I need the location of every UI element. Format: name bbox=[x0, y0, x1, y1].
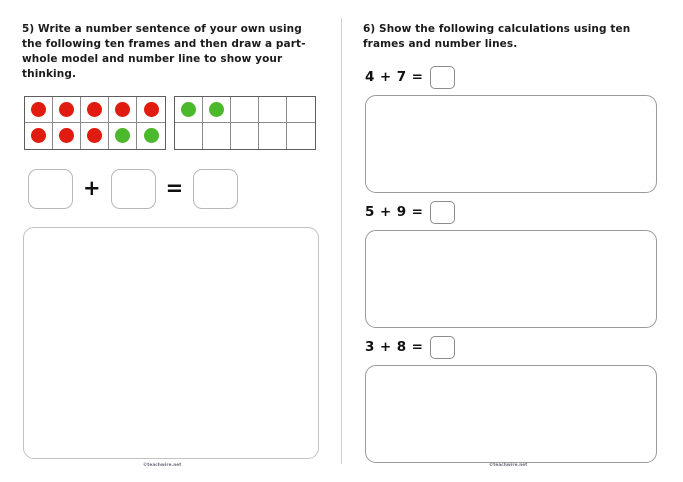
number-sentence-row bbox=[28, 169, 323, 209]
ten-frame-cell bbox=[53, 123, 81, 149]
plus-sign: + bbox=[83, 176, 101, 201]
calculation-expression-3: 3 + 8 = bbox=[365, 339, 424, 356]
calculation-answer-input-3[interactable] bbox=[430, 336, 455, 359]
question-6-prompt: 6) Show the following calculations using ten frames and number lines. bbox=[363, 23, 631, 50]
ten-frame-cell bbox=[287, 97, 315, 123]
counter-dot-green bbox=[209, 102, 224, 117]
ten-frame-cell bbox=[287, 123, 315, 149]
calculation-answer-input-2[interactable] bbox=[430, 201, 455, 224]
ten-frame-cell bbox=[109, 97, 137, 123]
watermark-right: ©teachwire.net bbox=[489, 462, 528, 467]
ten-frame-2 bbox=[174, 96, 316, 150]
ten-frame-cell bbox=[231, 97, 259, 123]
calculation-group-3 bbox=[363, 336, 661, 463]
counter-dot-red bbox=[144, 102, 159, 117]
question-5-work-area[interactable] bbox=[23, 227, 319, 459]
ten-frame-cell bbox=[109, 123, 137, 149]
ten-frame-1 bbox=[24, 96, 166, 150]
counter-dot-green bbox=[115, 128, 130, 143]
calculation-line-1 bbox=[365, 66, 661, 89]
ten-frame-cell bbox=[175, 123, 203, 149]
ten-frame-cell bbox=[81, 97, 109, 123]
ten-frame-cell bbox=[203, 123, 231, 149]
ten-frame-cell bbox=[25, 97, 53, 123]
calculation-expression-2: 5 + 9 = bbox=[365, 204, 424, 221]
counter-dot-red bbox=[87, 102, 102, 117]
counter-dot-red bbox=[87, 128, 102, 143]
ten-frame-cell bbox=[175, 97, 203, 123]
sum-input[interactable] bbox=[193, 169, 238, 209]
ten-frame-cell bbox=[259, 97, 287, 123]
calculation-group-2 bbox=[363, 201, 661, 328]
counter-dot-green bbox=[181, 102, 196, 117]
ten-frame-cell bbox=[81, 123, 109, 149]
calculation-line-3 bbox=[365, 336, 661, 359]
left-column bbox=[0, 0, 341, 482]
ten-frame-cell bbox=[203, 97, 231, 123]
counter-dot-red bbox=[59, 128, 74, 143]
calculation-work-area-1[interactable] bbox=[365, 95, 657, 193]
ten-frame-cell bbox=[137, 123, 165, 149]
counter-dot-red bbox=[115, 102, 130, 117]
counter-dot-red bbox=[31, 128, 46, 143]
ten-frame-cell bbox=[25, 123, 53, 149]
calculation-work-area-2[interactable] bbox=[365, 230, 657, 328]
ten-frame-cell bbox=[259, 123, 287, 149]
calculation-line-2 bbox=[365, 201, 661, 224]
calculation-work-area-3[interactable] bbox=[365, 365, 657, 463]
counter-dot-red bbox=[31, 102, 46, 117]
question-5-prompt: 5) Write a number sentence of your own using the following ten frames and then draw a part-whole model and number line to show your thinking. bbox=[22, 23, 306, 80]
calculation-expression-1: 4 + 7 = bbox=[365, 69, 424, 86]
right-column bbox=[341, 0, 683, 482]
addend-2-input[interactable] bbox=[111, 169, 156, 209]
equals-sign: = bbox=[165, 176, 184, 201]
addend-1-input[interactable] bbox=[28, 169, 73, 209]
calculation-group-1 bbox=[363, 66, 661, 193]
watermark-left: ©teachwire.net bbox=[143, 462, 182, 467]
calculation-answer-input-1[interactable] bbox=[430, 66, 455, 89]
ten-frame-cell bbox=[231, 123, 259, 149]
counter-dot-red bbox=[59, 102, 74, 117]
ten-frames-row bbox=[24, 96, 323, 150]
ten-frame-cell bbox=[137, 97, 165, 123]
counter-dot-green bbox=[144, 128, 159, 143]
ten-frame-cell bbox=[53, 97, 81, 123]
